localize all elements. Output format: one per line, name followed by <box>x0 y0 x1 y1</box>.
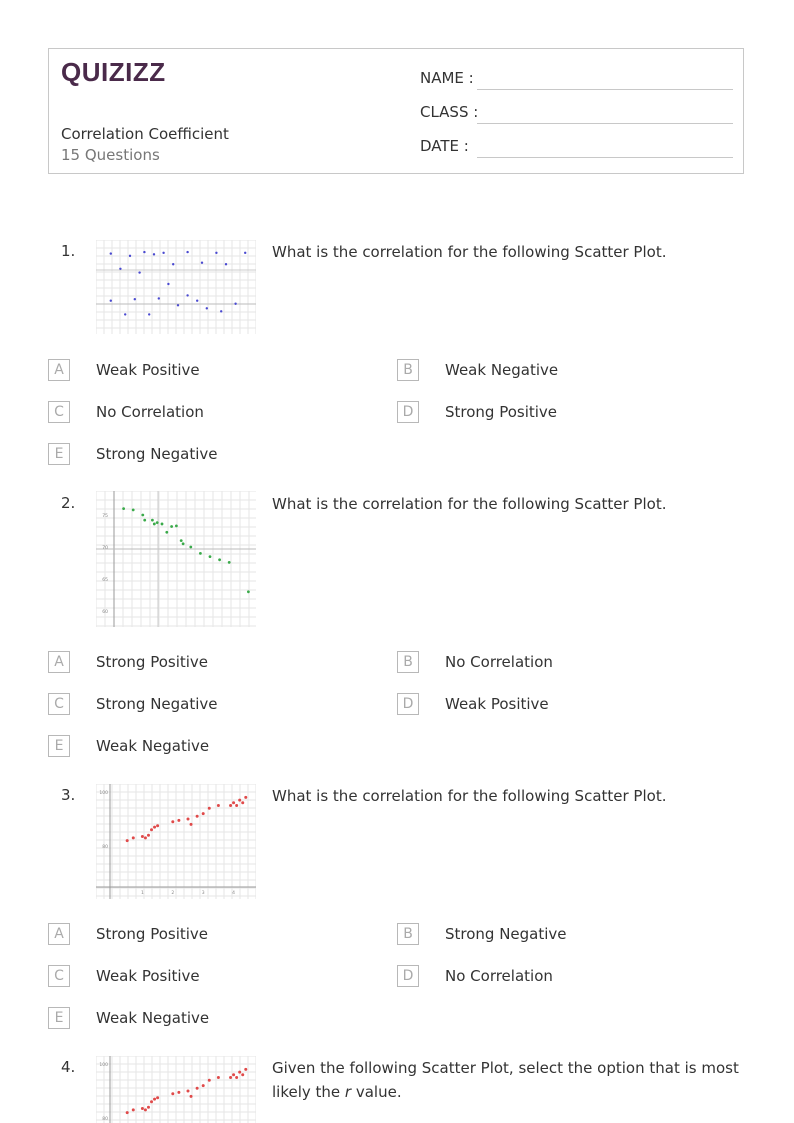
question-text-start: Given the following Scatter Plot, select the option that is most likely the <box>272 1059 739 1101</box>
option-text[interactable]: Strong Positive <box>96 925 209 943</box>
data-point <box>156 1096 159 1099</box>
scatter-plot-4 <box>96 1056 256 1123</box>
option-text[interactable]: Strong Negative <box>96 445 218 463</box>
data-point <box>150 1100 153 1103</box>
option-letter[interactable]: C <box>48 401 70 423</box>
data-point <box>202 812 205 815</box>
data-point <box>201 262 203 264</box>
data-point <box>124 313 126 315</box>
data-point <box>141 1107 144 1110</box>
data-point <box>177 819 180 822</box>
data-point <box>177 304 179 306</box>
data-point <box>175 524 178 527</box>
worksheet-title: Correlation Coefficient <box>61 125 229 143</box>
data-point <box>225 263 227 265</box>
data-point <box>167 283 169 285</box>
question-count: 15 Questions <box>61 146 160 164</box>
option-letter[interactable]: D <box>397 965 419 987</box>
data-point <box>144 1108 147 1111</box>
data-point <box>126 1111 129 1114</box>
option-text[interactable]: Strong Negative <box>96 695 218 713</box>
data-point <box>187 818 190 821</box>
data-point <box>186 251 188 253</box>
date-line <box>477 157 733 158</box>
data-point <box>220 310 222 312</box>
data-point <box>141 514 144 517</box>
data-point <box>151 519 154 522</box>
quizizz-logo: QUIZIZZ <box>61 57 166 87</box>
option-text[interactable]: Weak Positive <box>96 967 200 985</box>
data-point <box>208 807 211 810</box>
data-point <box>238 1071 241 1074</box>
data-point <box>126 839 129 842</box>
data-point <box>190 1095 193 1098</box>
option-text[interactable]: No Correlation <box>445 653 553 671</box>
option-letter[interactable]: A <box>48 359 70 381</box>
x-tick-label: 1 <box>140 891 144 896</box>
question-text: What is the correlation for the following Scatter Plot. <box>272 243 667 261</box>
question-number: 4. <box>61 1058 76 1076</box>
question-number: 1. <box>61 242 76 260</box>
option-letter[interactable]: E <box>48 443 70 465</box>
x-tick-label: 4 <box>232 891 236 896</box>
data-point <box>161 523 164 526</box>
option-text[interactable]: Strong Positive <box>96 653 209 671</box>
data-point <box>158 297 160 299</box>
data-point <box>215 252 217 254</box>
data-point <box>218 558 221 561</box>
x-tick-label: 2 <box>171 891 175 896</box>
data-point <box>132 508 135 511</box>
data-point <box>153 826 156 829</box>
option-text[interactable]: No Correlation <box>445 967 553 985</box>
question-number: 3. <box>61 786 76 804</box>
option-letter[interactable]: A <box>48 923 70 945</box>
data-point <box>238 799 241 802</box>
data-point <box>229 1076 232 1079</box>
y-tick-label: 60 <box>102 610 108 615</box>
scatter-plot-1 <box>96 240 256 334</box>
data-point <box>110 252 112 254</box>
option-text[interactable]: Weak Negative <box>96 1009 210 1027</box>
data-point <box>206 307 208 309</box>
y-tick-label: 100 <box>99 1063 108 1068</box>
class-line <box>477 123 733 124</box>
scatter-plot-3 <box>96 784 256 899</box>
data-point <box>162 252 164 254</box>
data-point <box>134 298 136 300</box>
option-letter[interactable]: D <box>397 401 419 423</box>
data-point <box>153 1098 156 1101</box>
data-point <box>138 271 140 273</box>
data-point <box>228 561 231 564</box>
data-point <box>156 521 159 524</box>
option-letter[interactable]: C <box>48 693 70 715</box>
y-tick-label: 80 <box>102 1117 108 1122</box>
data-point <box>156 824 159 827</box>
data-point <box>187 1090 190 1093</box>
data-point <box>196 1087 199 1090</box>
question-text: What is the correlation for the following Scatter Plot. <box>272 495 667 513</box>
data-point <box>196 815 199 818</box>
data-point <box>199 552 202 555</box>
x-tick-label: 3 <box>201 891 205 896</box>
data-point <box>110 300 112 302</box>
worksheet-header <box>48 48 744 174</box>
option-letter[interactable]: D <box>397 693 419 715</box>
name-label: NAME : <box>420 69 474 87</box>
data-point <box>235 804 238 807</box>
option-letter[interactable]: B <box>397 651 419 673</box>
data-point <box>247 590 250 593</box>
y-tick-label: 80 <box>102 845 108 850</box>
data-point <box>244 1068 247 1071</box>
name-line <box>477 89 733 90</box>
data-point <box>208 1079 211 1082</box>
data-point <box>148 313 150 315</box>
data-point <box>182 542 185 545</box>
data-point <box>189 546 192 549</box>
option-letter[interactable]: A <box>48 651 70 673</box>
option-text[interactable]: Strong Negative <box>445 925 567 943</box>
data-point <box>132 836 135 839</box>
scatter-plot-2 <box>96 491 256 627</box>
option-text[interactable]: Weak Positive <box>96 361 200 379</box>
data-point <box>171 820 174 823</box>
data-point <box>202 1084 205 1087</box>
data-point <box>170 525 173 528</box>
data-point <box>244 252 246 254</box>
option-letter[interactable]: E <box>48 735 70 757</box>
data-point <box>235 1076 238 1079</box>
data-point <box>141 835 144 838</box>
data-point <box>241 801 244 804</box>
data-point <box>153 523 156 526</box>
data-point <box>229 804 232 807</box>
data-point <box>186 294 188 296</box>
option-letter[interactable]: B <box>397 923 419 945</box>
data-point <box>129 255 131 257</box>
question-number: 2. <box>61 494 76 512</box>
option-text[interactable]: Weak Negative <box>96 737 210 755</box>
data-point <box>153 253 155 255</box>
option-letter[interactable]: E <box>48 1007 70 1029</box>
data-point <box>190 823 193 826</box>
data-point <box>143 251 145 253</box>
data-point <box>147 834 150 837</box>
data-point <box>143 519 146 522</box>
question-text: What is the correlation for the following Scatter Plot. <box>272 787 667 805</box>
data-point <box>209 555 212 558</box>
data-point <box>244 796 247 799</box>
data-point <box>232 1073 235 1076</box>
y-tick-label: 75 <box>102 514 108 519</box>
data-point <box>147 1106 150 1109</box>
data-point <box>119 268 121 270</box>
question-text-end: value. <box>351 1083 402 1101</box>
class-label: CLASS : <box>420 103 479 121</box>
option-text[interactable]: Weak Negative <box>445 361 559 379</box>
data-point <box>144 836 147 839</box>
data-point <box>172 263 174 265</box>
date-label: DATE : <box>420 137 469 155</box>
data-point <box>180 539 183 542</box>
option-text[interactable]: Weak Positive <box>445 695 549 713</box>
data-point <box>196 300 198 302</box>
y-tick-label: 70 <box>102 546 108 551</box>
option-letter[interactable]: C <box>48 965 70 987</box>
question-text <box>272 1056 742 1104</box>
data-point <box>217 804 220 807</box>
data-point <box>234 303 236 305</box>
option-text[interactable]: No Correlation <box>96 403 204 421</box>
y-tick-label: 65 <box>102 578 108 583</box>
data-point <box>217 1076 220 1079</box>
data-point <box>232 801 235 804</box>
option-letter[interactable]: B <box>397 359 419 381</box>
data-point <box>177 1091 180 1094</box>
data-point <box>165 531 168 534</box>
data-point <box>171 1092 174 1095</box>
option-text[interactable]: Strong Positive <box>445 403 558 421</box>
data-point <box>132 1108 135 1111</box>
data-point <box>150 828 153 831</box>
r-symbol: r <box>344 1083 352 1101</box>
y-tick-label: 100 <box>99 791 108 796</box>
data-point <box>122 507 125 510</box>
data-point <box>241 1073 244 1076</box>
